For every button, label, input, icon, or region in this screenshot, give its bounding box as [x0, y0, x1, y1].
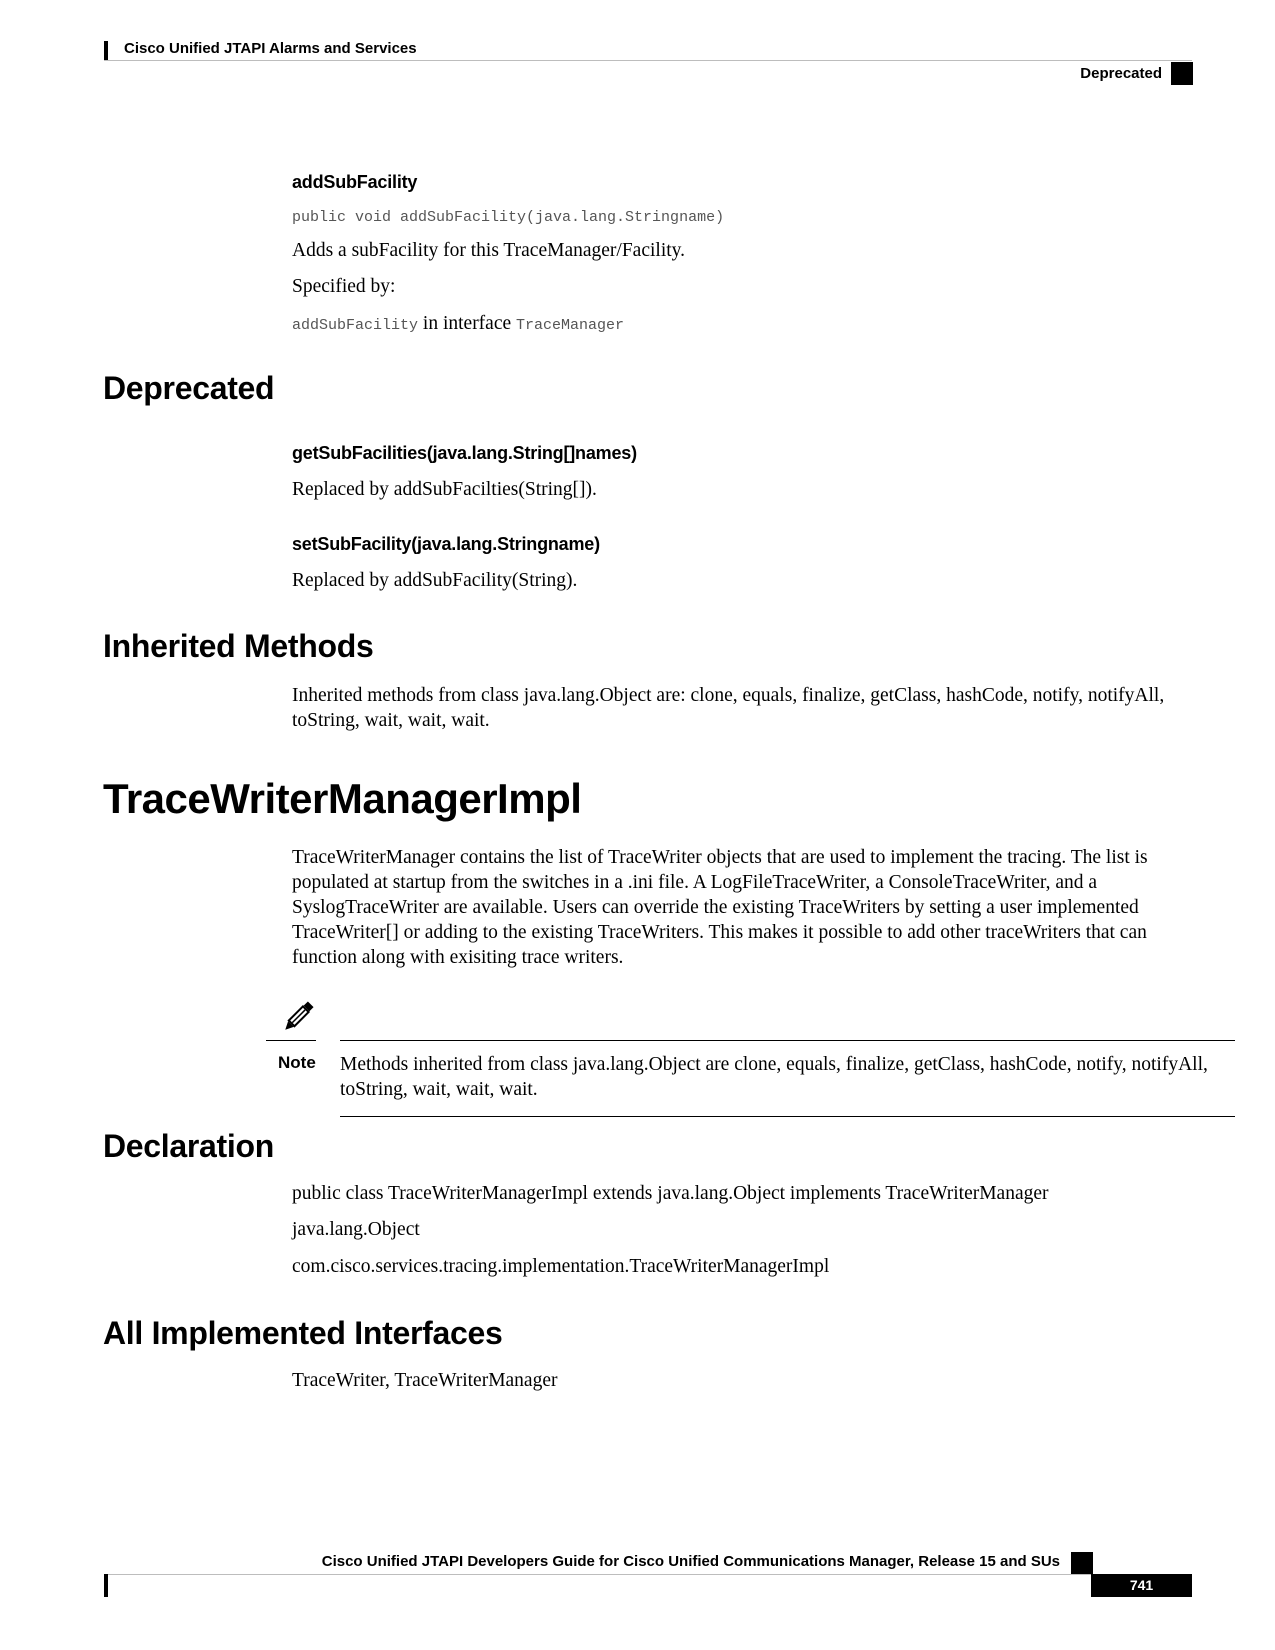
footer-marker — [1071, 1552, 1093, 1574]
declaration-line: com.cisco.services.tracing.implementation.TraceWriterManagerImpl — [292, 1256, 830, 1277]
deprecated-item-text: Replaced by addSubFacilties(String[]). — [292, 479, 597, 500]
page-number: 741 — [1091, 1574, 1192, 1597]
method-signature: public void addSubFacility(java.lang.Stringname) — [292, 209, 725, 226]
spec-method-code: addSubFacility — [292, 317, 419, 334]
specified-by-line — [292, 313, 624, 335]
note-label: Note — [278, 1053, 316, 1072]
header-rule — [104, 60, 1192, 61]
spec-interface-code: TraceManager — [516, 317, 625, 334]
implemented-interfaces-text: TraceWriter, TraceWriterManager — [292, 1370, 558, 1391]
pencil-icon — [278, 997, 318, 1037]
header-section-name: Deprecated — [1080, 65, 1162, 82]
footer-guide-title: Cisco Unified JTAPI Developers Guide for Cisco Unified Communications Manager, Release 15 and SUs — [321, 1553, 1060, 1570]
method-description: Adds a subFacility for this TraceManager/Facility. — [292, 240, 686, 261]
footer-bar — [104, 1574, 108, 1597]
method-heading-addsubfacility: addSubFacility — [292, 172, 418, 192]
class-description: TraceWriterManager contains the list of TraceWriter objects that are used to implement the tracing. The list is populated at startup from the switches in a .ini file. A LogFileTraceWriter, a ConsoleTraceWriter, and a SyslogTraceWriter are available. Users can override the existing TraceWriters by setting a user implemented TraceWriter[] or adding to the existing TraceWriters. This makes it possible to add other traceWriters that can function along with exisiting trace writers. — [292, 847, 1148, 968]
header-section-marker — [1171, 62, 1193, 85]
deprecated-item-name: getSubFacilities(java.lang.String[]names) — [292, 443, 637, 463]
declaration-line: public class TraceWriterManagerImpl extends java.lang.Object implements TraceWriterManager — [292, 1183, 1049, 1204]
specified-by-label: Specified by: — [292, 276, 396, 297]
section-heading-implemented-interfaces: All Implemented Interfaces — [103, 1315, 503, 1351]
note-text: Methods inherited from class java.lang.Object are clone, equals, finalize, getClass, hashCode, notify, notifyAll, toString, wait, wait, wait. — [340, 1054, 1208, 1100]
note-bottom-rule — [340, 1116, 1235, 1117]
inherited-methods-text: Inherited methods from class java.lang.Object are: clone, equals, finalize, getClass, hashCode, notify, notifyAll, toString, wait, wait, wait. — [292, 685, 1165, 731]
note-short-rule — [266, 1040, 316, 1041]
spec-in-interface-text: in interface — [418, 313, 517, 334]
class-heading: TraceWriterManagerImpl — [103, 775, 582, 822]
header-doc-title: Cisco Unified JTAPI Alarms and Services — [124, 40, 417, 57]
deprecated-item-text: Replaced by addSubFacility(String). — [292, 570, 578, 591]
section-heading-deprecated: Deprecated — [103, 370, 275, 406]
note-top-rule — [340, 1040, 1235, 1041]
section-heading-inherited-methods: Inherited Methods — [103, 628, 374, 664]
footer-rule — [104, 1574, 1091, 1575]
section-heading-declaration: Declaration — [103, 1128, 274, 1164]
declaration-line: java.lang.Object — [292, 1219, 420, 1240]
deprecated-item-name: setSubFacility(java.lang.Stringname) — [292, 534, 600, 554]
header-bar — [104, 41, 108, 61]
